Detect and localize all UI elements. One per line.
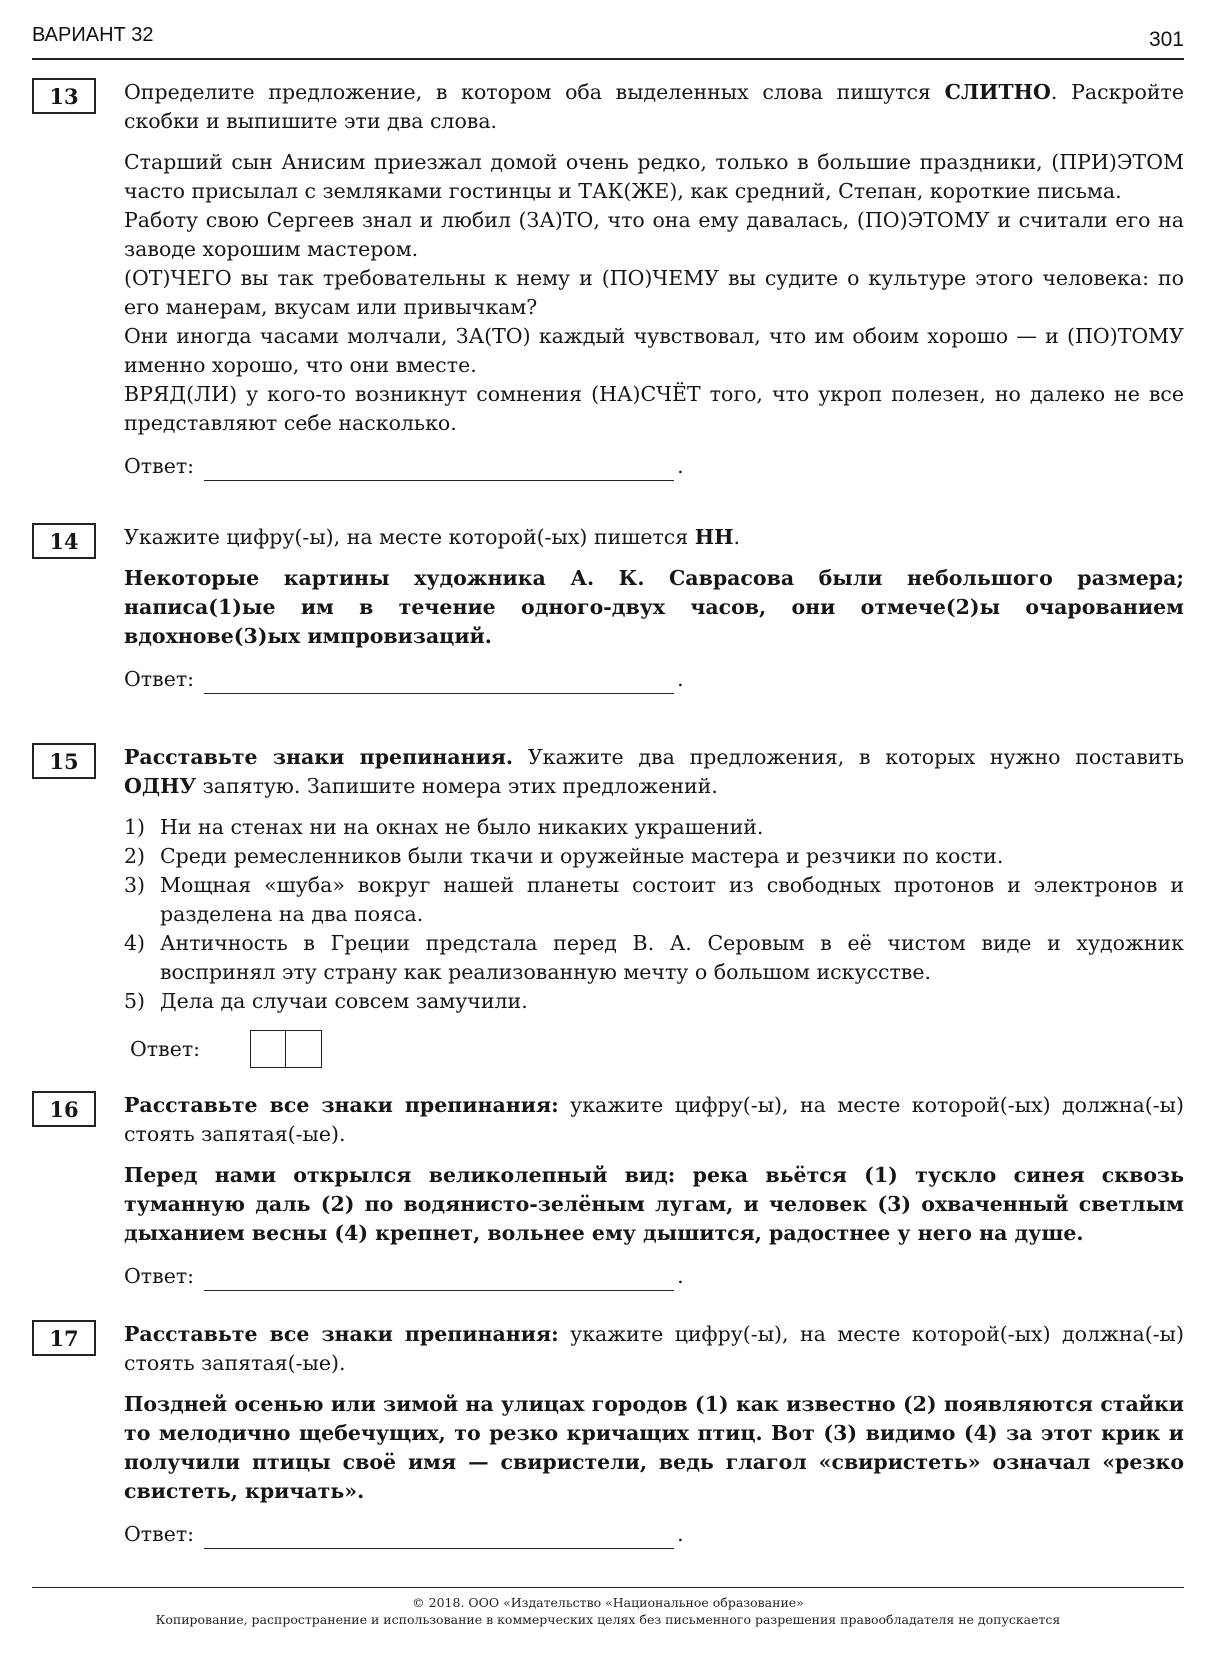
task-number: 13 <box>32 78 96 114</box>
task-text: Некоторые картины художника А. К. Саврасова были небольшого размера; написа(1)ые им в течение одного-двух часов, они отмече(2)ы очарованием вдохнове(3)ых импровизаций. <box>124 566 1184 648</box>
page-number: 301 <box>1148 28 1184 51</box>
list-item: 4) Античность в Греции предстала перед В. А. Серовым в её чистом виде и художник воспринял эту страну как реализованную мечту о большом искусстве. <box>124 931 1184 984</box>
answer-label: Ответ: <box>124 454 195 478</box>
answer-label: Ответ: <box>130 1036 201 1061</box>
task-number: 16 <box>32 1091 96 1127</box>
answer-input-line[interactable] <box>204 671 674 694</box>
task-body <box>124 1320 1184 1549</box>
task-number: 15 <box>32 743 96 779</box>
task-16 <box>32 1091 1184 1291</box>
answer-cell[interactable] <box>250 1030 286 1068</box>
task-text: Перед нами открылся великолепный вид: река вьётся (1) тускло синея сквозь туманную даль (2) по водянисто-зелёным лугам, и человек (3) охваченный светлым дыханием весны (4) крепнет, вольнее ему дышится, радостнее у него на душе. <box>124 1163 1184 1245</box>
answer-field[interactable]: Ответ: . <box>124 1262 1184 1291</box>
task-body <box>124 743 1184 1068</box>
task-number: 14 <box>32 523 96 559</box>
list-item: 3) Мощная «шуба» вокруг нашей планеты состоит из свободных протонов и электронов и разделена на два пояса. <box>124 873 1184 926</box>
answer-boxes <box>250 1030 322 1068</box>
task-17 <box>32 1320 1184 1549</box>
page-footer <box>32 1587 1184 1628</box>
list-item: 2) Среди ремесленников были ткачи и оружейные мастера и резчики по кости. <box>124 844 1004 868</box>
task-15 <box>32 743 1184 1068</box>
task-text: Поздней осенью или зимой на улицах городов (1) как известно (2) появляются стайки то мелодично щебечущих, то резко кричащих птиц. Вот (3) видимо (4) за этот крик и получили птицы своё имя — свиристели, ведь глагол «свиристеть» означал «резко свистеть, кричать». <box>124 1392 1184 1503</box>
copyright-notice: Копирование, распространение и использование в коммерческих целях без письменного разрешения правообладателя не допускается <box>155 1612 1061 1627</box>
variant-label: ВАРИАНТ 32 <box>32 24 154 46</box>
task-number: 17 <box>32 1320 96 1356</box>
answer-input-line[interactable] <box>204 458 674 481</box>
task-instruction: Определите предложение, в котором оба выделенных слова пишутся СЛИТНО. Раскройте скобки и выпишите эти два слова. <box>124 80 1184 133</box>
sentence: Они иногда часами молчали, ЗА(ТО) каждый чувствовал, что им обоим хорошо — и (ПО)ТОМУ именно хорошо, что они вместе. <box>124 324 1184 377</box>
answer-input-line[interactable] <box>204 1268 674 1291</box>
task-13 <box>32 78 1184 481</box>
page-header <box>32 22 1184 60</box>
sentence: Старший сын Анисим приезжал домой очень редко, только в большие праздники, (ПРИ)ЭТОМ часто присылал с земляками гостинцы и ТАК(ЖЕ), как средний, Степан, короткие письма. <box>124 150 1184 203</box>
task-instruction: Расставьте знаки препинания. Укажите два предложения, в которых нужно поставить ОДНУ запятую. Запишите номера этих предложений. <box>124 745 1184 798</box>
list-item: 1) Ни на стенах ни на окнах не было никаких украшений. <box>124 815 764 839</box>
answer-field[interactable]: Ответ: . <box>124 452 1184 481</box>
sentence: (ОТ)ЧЕГО вы так требовательны к нему и (ПО)ЧЕМУ вы судите о культуре этого человека: по его манерам, вкусам или привычкам? <box>124 266 1184 319</box>
task-instruction: Расставьте все знаки препинания: укажите цифру(-ы), на месте которой(-ых) должна(-ы) стоять запятая(-ые). <box>124 1322 1184 1375</box>
answer-input-line[interactable] <box>204 1526 674 1549</box>
task-14 <box>32 523 1184 694</box>
task-body <box>124 1091 1184 1291</box>
answer-cell[interactable] <box>286 1030 322 1068</box>
task-body <box>124 78 1184 481</box>
task-instruction: Укажите цифру(-ы), на месте которой(-ых) пишется НН. <box>124 525 741 549</box>
list-item: 5) Дела да случаи совсем замучили. <box>124 989 528 1013</box>
sentence: ВРЯД(ЛИ) у кого-то возникнут сомнения (НА)СЧЁТ того, что укроп полезен, но далеко не все представляют себе насколько. <box>124 382 1184 435</box>
task-instruction: Расставьте все знаки препинания: укажите цифру(-ы), на месте которой(-ых) должна(-ы) стоять запятая(-ые). <box>124 1093 1184 1146</box>
answer-label: Ответ: <box>124 667 195 691</box>
answer-field[interactable]: Ответ: . <box>124 1520 1184 1549</box>
copyright-line: © 2018. ООО «Издательство «Национальное образование» <box>412 1595 804 1610</box>
answer-label: Ответ: <box>124 1522 195 1546</box>
task-body <box>124 523 1184 694</box>
answer-field <box>130 1030 1184 1068</box>
answer-label: Ответ: <box>124 1264 195 1288</box>
sentence: Работу свою Сергеев знал и любил (ЗА)ТО, что она ему давалась, (ПО)ЭТОМУ и считали его на заводе хорошим мастером. <box>124 208 1184 261</box>
answer-field[interactable]: Ответ: . <box>124 665 1184 694</box>
